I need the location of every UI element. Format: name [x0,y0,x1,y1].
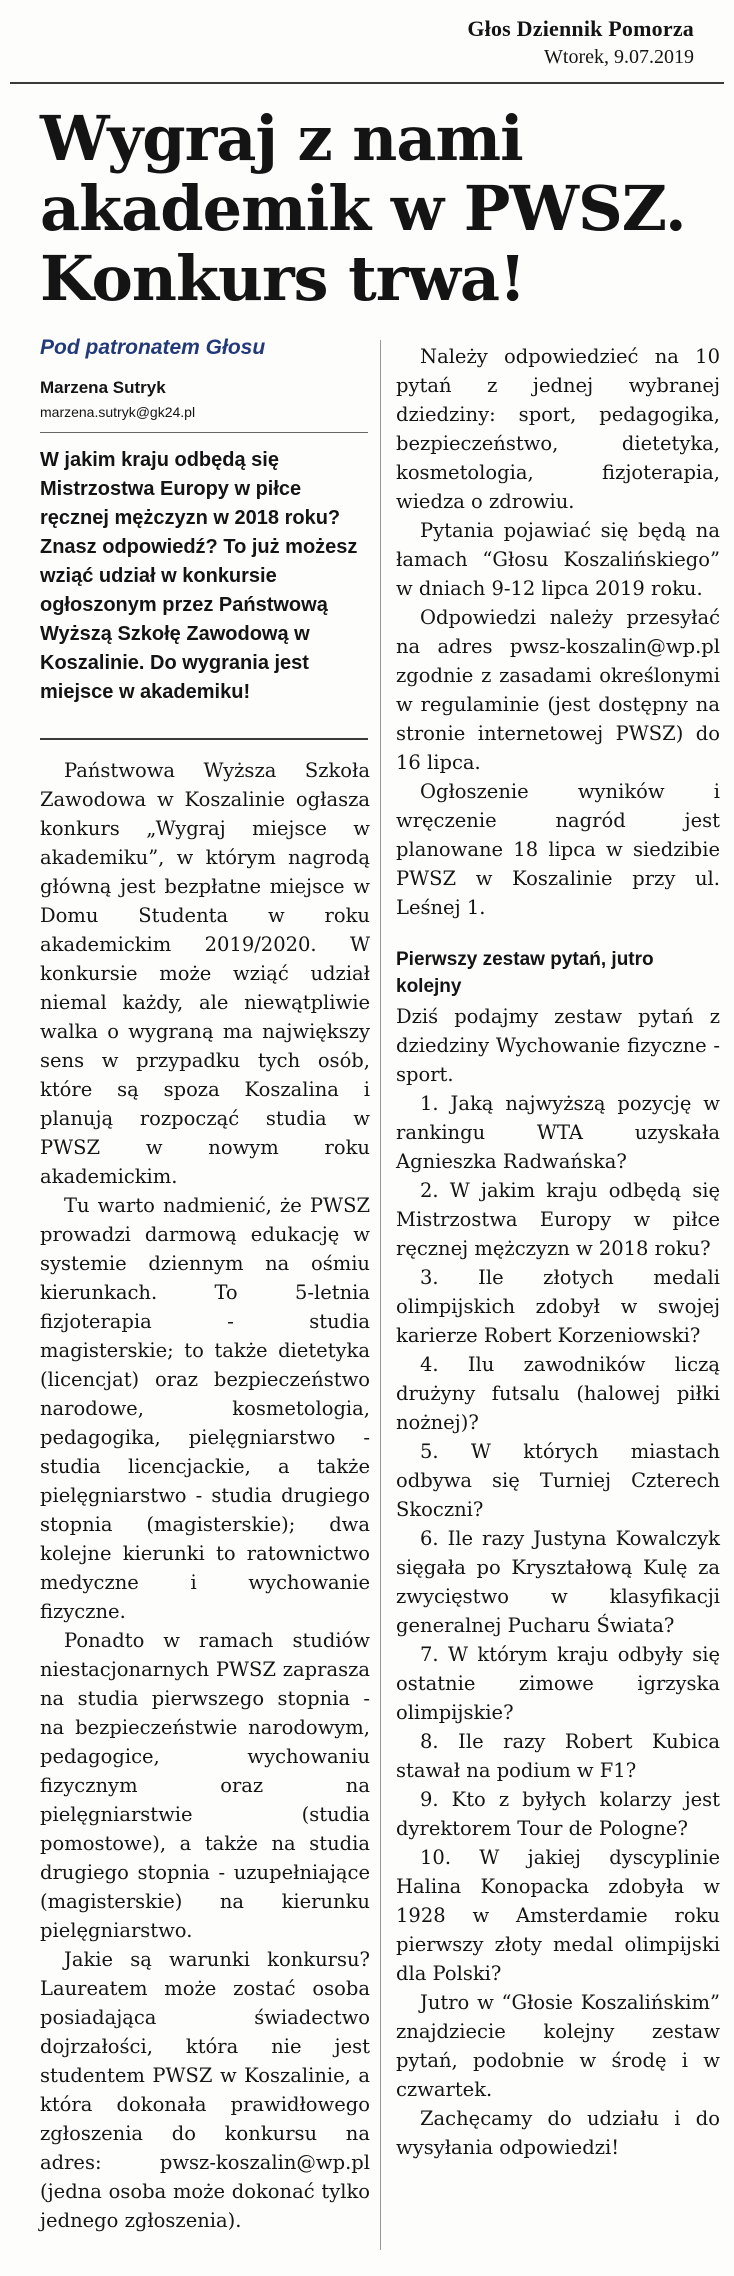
newspaper-name: Głos Dziennik Pomorza [467,16,694,41]
question-item: 9. Kto z byłych kolarzy jest dyrektorem Tour de Pologne? [396,1788,720,1840]
body-column-left [40,756,370,2235]
questions-intro: Dziś podajmy zestaw pytań z dziedziny Wychowanie fizyczne - sport. [396,1005,720,1086]
author-name: Marzena Sutryk [40,378,166,397]
closing-paragraph: Zachęcamy do udziału i do wysyłania odpowiedzi! [396,2107,720,2159]
headline-line-3: Konkurs trwa! [40,242,526,315]
questions-heading: Pierwszy zestaw pytań, jutro kolejny [396,949,654,997]
publication-date: Wtorek, 9.07.2019 [544,46,694,68]
article-lead: W jakim kraju odbędą się Mistrzostwa Europy w piłce ręcznej mężczyzn w 2018 roku? Znasz odpowiedź? To już możesz wziąć udział w konkursie ogłoszonym przez Państwową Wyższą Szkołę Zawodową w Koszalinie. Do wygrania jest miejsce w akademiku! [40,449,358,703]
headline-line-2: akademik w PWSZ. [40,172,686,245]
closing-paragraph: Jutro w “Głosie Koszalińskim” znajdziecie kolejny zestaw pytań, podobnie w środę i w czwartek. [396,1991,720,2101]
body-paragraph: Odpowiedzi należy przesyłać na adres pwsz-koszalin@wp.pl zgodnie z zasadami określonymi w regulaminie (jest dostępny na stronie internetowej PWSZ) do 16 lipca. [396,606,720,774]
question-item: 6. Ile razy Justyna Kowalczyk sięgała po Kryształową Kulę za zwycięstwo w klasyfikacji generalnej Pucharu Świata? [396,1527,720,1637]
column-divider [380,340,381,2250]
body-paragraph: Należy odpowiedzieć na 10 pytań z jednej wybranej dziedziny: sport, pedagogika, bezpieczeństwo, dietetyka, kosmetologia, fizjoterapia, wiedza o zdrowiu. [396,345,720,513]
body-paragraph: Ogłoszenie wyników i wręczenie nagród jest planowane 18 lipca w siedzibie PWSZ w Koszalinie przy ul. Leśnej 1. [396,780,720,919]
question-item: 4. Ilu zawodników liczą drużyny futsalu (halowej piłki nożnej)? [396,1353,720,1434]
body-paragraph: Pytania pojawiać się będą na łamach “Głosu Koszalińskiego” w dniach 9-12 lipca 2019 roku. [396,519,720,600]
question-item: 5. W których miastach odbywa się Turniej Czterech Skoczni? [396,1440,720,1521]
top-rule [10,82,724,84]
question-item: 8. Ile razy Robert Kubica stawał na podium w F1? [396,1730,720,1782]
author-email: marzena.sutryk@gk24.pl [40,404,196,420]
body-paragraph: Jakie są warunki konkursu? Laureatem może zostać osoba posiadająca świadectwo dojrzałości, która nie jest studentem PWSZ w Koszalinie, a która dokonała prawidłowego zgłoszenia do konkursu na adres: pwsz-koszalin@wp.pl (jedna osoba może dokonać tylko jednego zgłoszenia). [40,1948,370,2232]
lead-divider [40,738,368,740]
question-item: 10. W jakiej dyscyplinie Halina Konopacka zdobyła w 1928 w Amsterdamie roku pierwszy złoty medal olimpijski dla Polski? [396,1846,720,1985]
masthead [467,16,694,69]
question-item: 3. Ile złotych medali olimpijskich zdobył w swojej karierze Robert Korzeniowski? [396,1266,720,1347]
body-paragraph: Tu warto nadmienić, że PWSZ prowadzi darmową edukację w systemie dziennym na ośmiu kierunkach. To 5-letnia fizjoterapia - studia magisterskie; to także dietetyka (licencjat) oraz bezpieczeństwo narodowe, kosmetologia, pedagogika, pielęgniarstwo - studia licencjackie, a także pielęgniarstwo - studia drugiego stopnia (magisterskie); dwa kolejne kierunki to ratownictwo medyczne i wychowanie fizyczne. [40,1194,370,1623]
body-paragraph: Ponadto w ramach studiów niestacjonarnych PWSZ zaprasza na studia pierwszego stopnia - na bezpieczeństwie narodowym, pedagogice, wychowaniu fizycznym oraz na pielęgniarstwie (studia pomostowe), a także na studia drugiego stopnia - uzupełniające (magisterskie) na kierunku pielęgniarstwo. [40,1629,370,1942]
body-paragraph: Państwowa Wyższa Szkoła Zawodowa w Koszalinie ogłasza konkurs „Wygraj miejsce w akademiku”, w którym nagrodą główną jest bezpłatne miejsce w Domu Studenta w roku akademickim 2019/2020. W konkursie może wziąć udział niemal każdy, ale niewątpliwie walka o wygraną ma największy sens w przypadku tych osób, które są spoza Koszalina i planują rozpocząć studia w PWSZ w nowym roku akademickim. [40,759,370,1188]
article-headline [40,104,700,314]
headline-line-1: Wygraj z nami [40,102,523,175]
patronage-label: Pod patronatem Głosu [40,336,266,359]
question-item: 7. W którym kraju odbyły się ostatnie zimowe igrzyska olimpijskie? [396,1643,720,1724]
body-column-right [396,342,720,2162]
byline-divider [40,432,368,433]
question-item: 1. Jaką najwyższą pozycję w rankingu WTA uzyskała Agnieszka Radwańska? [396,1092,720,1173]
question-item: 2. W jakim kraju odbędą się Mistrzostwa Europy w piłce ręcznej mężczyzn w 2018 roku? [396,1179,720,1260]
